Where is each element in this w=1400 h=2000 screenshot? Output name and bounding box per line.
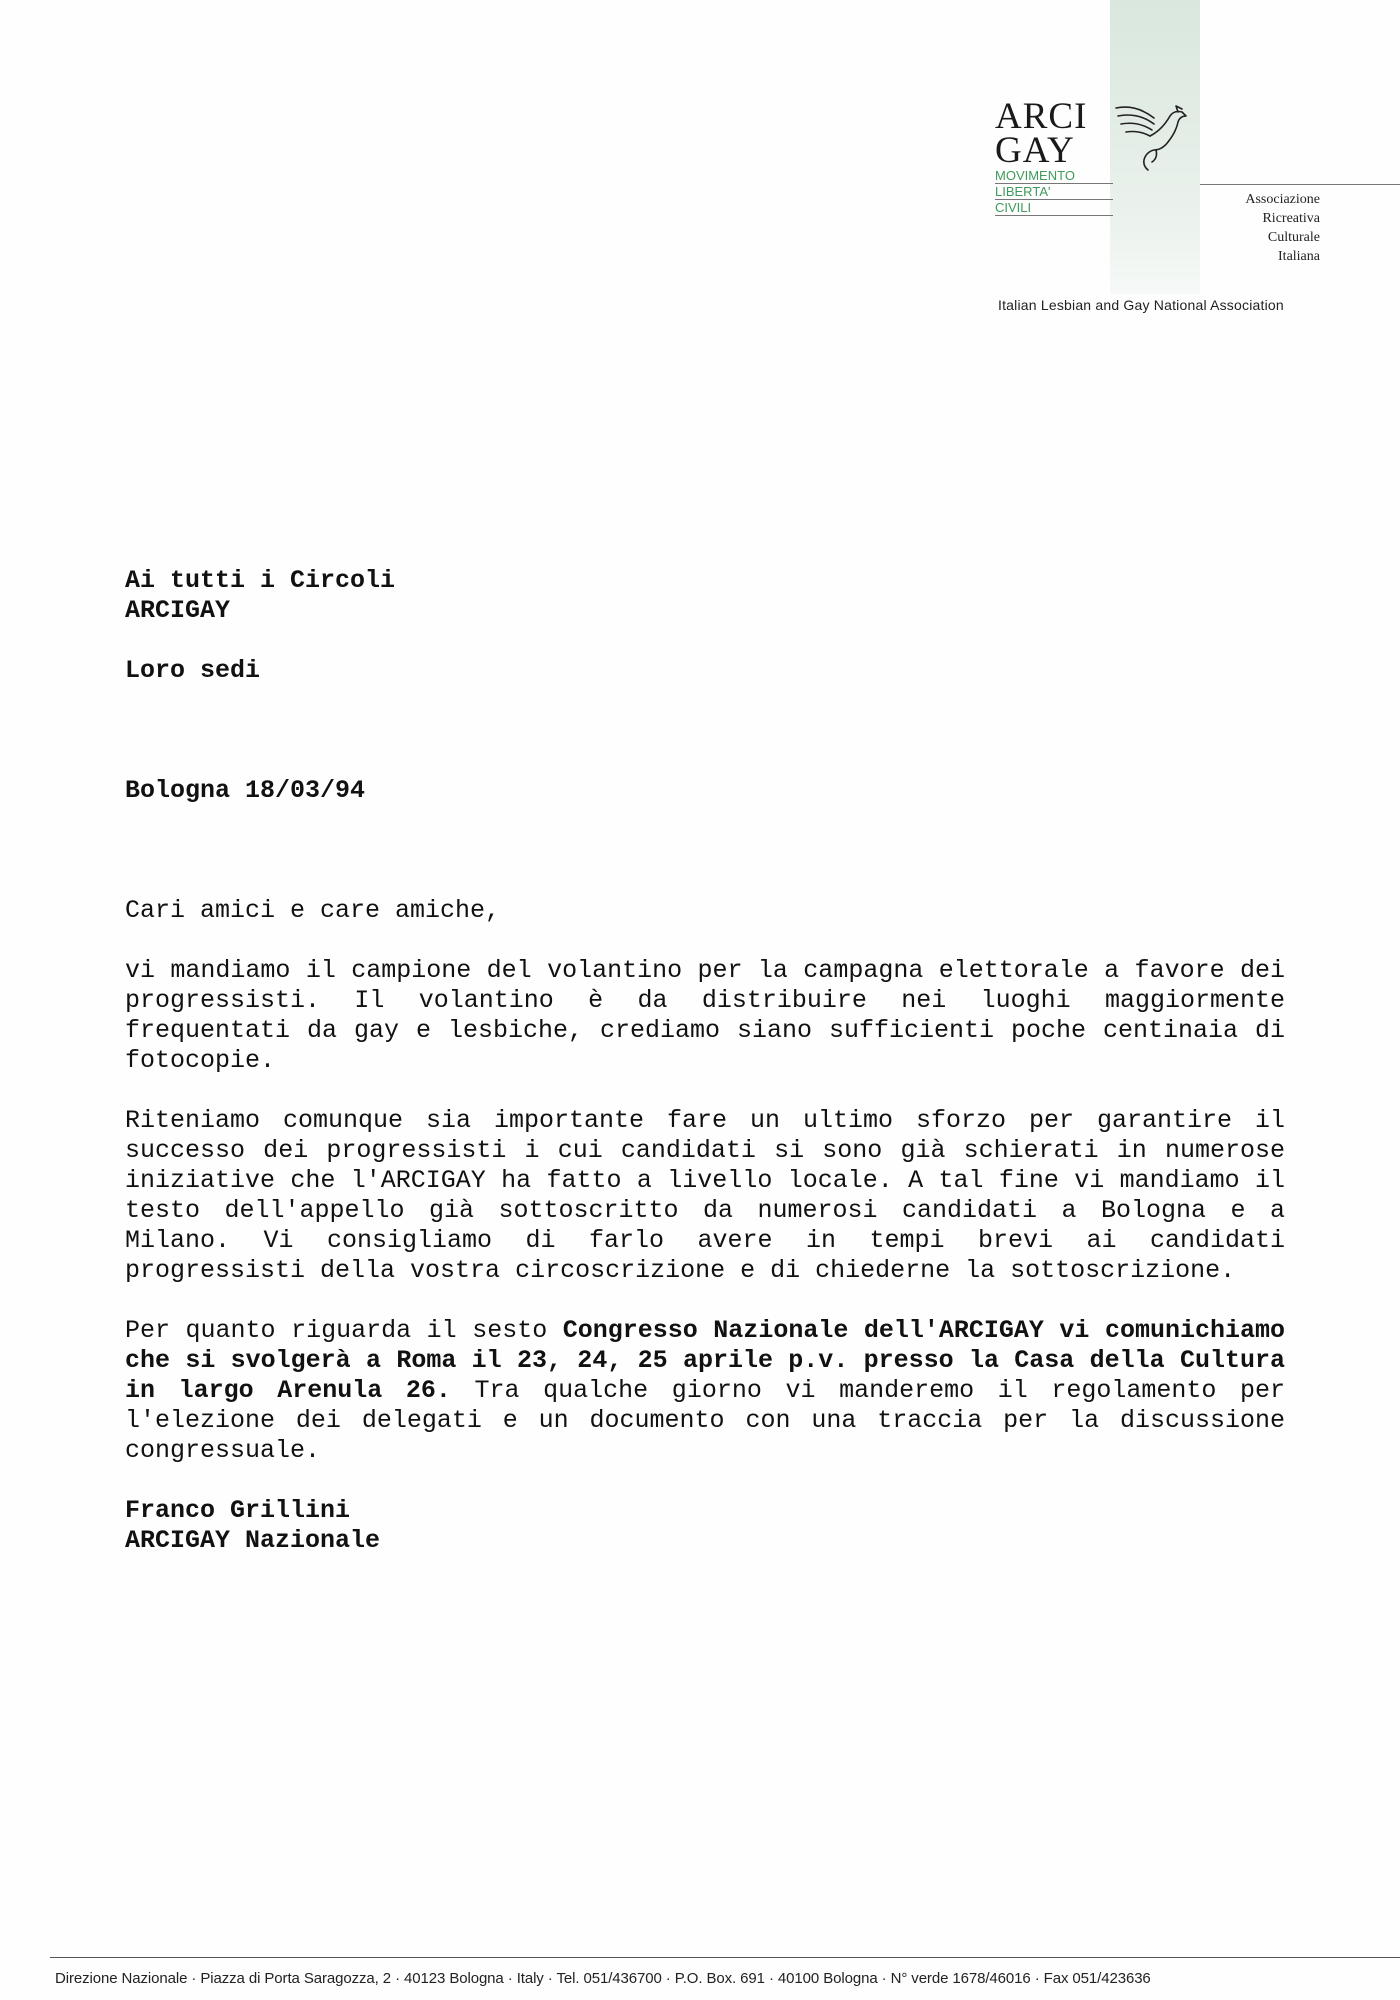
association-block bbox=[1245, 190, 1320, 266]
brand-word-gay: GAY bbox=[995, 130, 1075, 171]
association-rule bbox=[1200, 184, 1400, 185]
pegasus-icon bbox=[1112, 100, 1192, 175]
brand-sub-civili: CIVILI bbox=[995, 200, 1113, 216]
assoc-line-3: Culturale bbox=[1267, 230, 1320, 245]
paragraph-1: vi mandiamo il campione del volantino per la campagna elettorale a favore dei progressisti. Il volantino è da distribuire nei luoghi maggiormente frequentati da gay e lesbiche, crediamo siano sufficienti poche centinaia di fotocopie. bbox=[125, 956, 1285, 1075]
arcigay-logo bbox=[995, 96, 1113, 216]
greeting: Cari amici e care amiche, bbox=[125, 896, 501, 925]
assoc-line-1: Associazione bbox=[1245, 192, 1320, 207]
paragraph-3-outro: Tra qualche giorno vi manderemo il regolamento per l'elezione dei delegati e un documento con una traccia per la discussione congressuale. bbox=[125, 1376, 1286, 1465]
assoc-line-2: Ricreativa bbox=[1262, 211, 1320, 226]
recipient-line-2: ARCIGAY bbox=[125, 596, 231, 625]
recipient-line-3: Loro sedi bbox=[125, 656, 261, 685]
paragraph-3-intro: Per quanto riguarda il sesto bbox=[125, 1316, 563, 1345]
brand-word-arci: ARCI bbox=[995, 96, 1088, 137]
brand-sub-liberta: LIBERTA' bbox=[995, 184, 1113, 200]
paragraph-2: Riteniamo comunque sia importante fare un ultimo sforzo per garantire il successo dei progressisti i cui candidati si sono già schierati in numerose iniziative che l'ARCIGAY ha fatto a livello locale. A tal fine vi mandiamo il testo dell'appello già sottoscritto da numerosi candidati a Bologna e a Milano. Vi consigliamo di farlo avere in tempi brevi ai candidati progressisti della vostra circoscrizione e di chiederne la sottoscrizione. bbox=[125, 1106, 1285, 1285]
tagline: Italian Lesbian and Gay National Association bbox=[998, 297, 1284, 313]
paragraph-3 bbox=[125, 1316, 1285, 1466]
signature-name: Franco Grillini bbox=[125, 1496, 351, 1525]
letter-body bbox=[125, 566, 1285, 1556]
assoc-line-4: Italiana bbox=[1278, 249, 1320, 264]
paragraph-3-congress: Congresso Nazionale dell'ARCIGAY vi comunichiamo che si svolgerà a Roma il 23, 24, 25 aprile p.v. presso la Casa della Cultura in largo Arenula 26. bbox=[125, 1316, 1285, 1405]
letter-date: Bologna 18/03/94 bbox=[125, 776, 366, 805]
recipient-line-1: Ai tutti i Circoli bbox=[125, 566, 396, 595]
signature-title: ARCIGAY Nazionale bbox=[125, 1526, 381, 1555]
footer-rule bbox=[50, 1957, 1400, 1958]
footer-address: Direzione Nazionale · Piazza di Porta Saragozza, 2 · 40123 Bologna · Italy · Tel. 051/436700 · P.O. Box. 691 · 40100 Bologna · N° verde 1678/46016 · Fax 051/423636 bbox=[55, 1970, 1151, 1987]
brand-sub-movimento: MOVIMENTO bbox=[995, 168, 1113, 184]
